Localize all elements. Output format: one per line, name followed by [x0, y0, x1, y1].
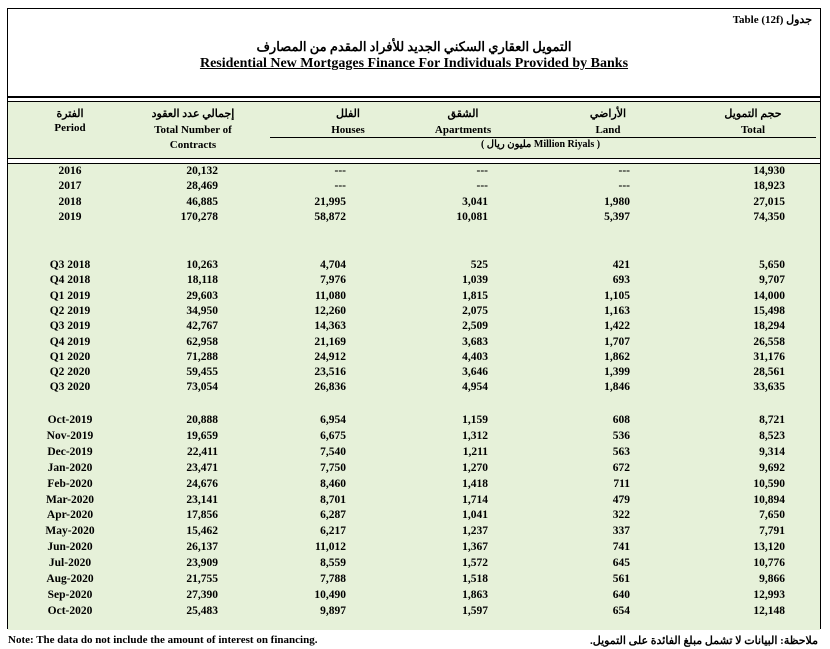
- table-row: [8, 446, 820, 461]
- note-arabic: ملاحظة: البيانات لا تشمل مبلغ الفائدة على التمويل.: [589, 635, 818, 647]
- cell-total-contracts: 28,469: [186, 180, 218, 193]
- cell-total-contracts: 46,885: [186, 195, 218, 208]
- cell-apartments: 3,646: [462, 366, 488, 379]
- cell-houses: 11,012: [315, 541, 346, 554]
- cell-apartments: 1,572: [462, 557, 488, 570]
- cell-houses: 26,836: [314, 381, 346, 394]
- cell-total-contracts: 59,455: [186, 366, 218, 379]
- cell-land: 693: [612, 274, 630, 287]
- cell-houses: ---: [334, 165, 346, 177]
- cell-period: Q3 2018: [49, 259, 91, 271]
- cell-total: 18,923: [753, 180, 785, 193]
- title-english: Residential New Mortgages Finance For Individuals Provided by Banks: [199, 56, 629, 71]
- cell-period: Q4 2019: [49, 335, 91, 348]
- header-apartments-ar: الشقق: [447, 108, 479, 120]
- title-arabic: التمويل العقاري السكني الجديد للأفراد المقدم من المصارف: [256, 39, 572, 54]
- cell-total-contracts: 62,958: [186, 335, 218, 348]
- cell-houses: 6,287: [320, 509, 346, 522]
- cell-period: Oct-2020: [47, 604, 93, 617]
- cell-land: 1,163: [604, 304, 630, 317]
- cell-houses: 8,460: [320, 477, 346, 490]
- header-total-ar: حجم التمويل: [724, 108, 782, 120]
- cell-period: Q2 2020: [49, 366, 91, 379]
- cell-apartments: 1,597: [462, 604, 488, 617]
- cell-apartments: 1,312: [462, 429, 488, 442]
- cell-total-contracts: 15,462: [186, 525, 218, 538]
- cell-land: 654: [612, 604, 630, 617]
- cell-apartments: 2,509: [462, 320, 488, 333]
- table-row: [8, 462, 820, 477]
- cell-total-contracts: 73,054: [186, 381, 218, 394]
- cell-period: Q2 2019: [49, 304, 91, 317]
- cell-houses: 21,995: [314, 195, 346, 208]
- cell-apartments: 1,159: [462, 414, 488, 426]
- table-row: [8, 381, 820, 396]
- table-row: [8, 320, 820, 335]
- cell-period: Jul-2020: [48, 557, 92, 570]
- table-row: [8, 430, 820, 445]
- cell-total-contracts: 29,603: [186, 289, 218, 302]
- cell-total-contracts: 170,278: [180, 210, 218, 223]
- header-apartments-en: Apartments: [434, 124, 492, 136]
- cell-apartments: 3,041: [462, 195, 488, 208]
- header-contracts-en-2: Contracts: [169, 139, 217, 151]
- cell-total-contracts: 34,950: [186, 304, 218, 317]
- cell-total-contracts: 26,137: [186, 541, 218, 554]
- header-contracts-ar: إجمالي عدد العقود: [151, 108, 235, 120]
- cell-apartments: 1,237: [462, 525, 488, 538]
- cell-total: 14,000: [753, 289, 785, 302]
- cell-period: Q1 2020: [49, 350, 91, 363]
- cell-apartments: 1,211: [462, 445, 488, 458]
- cell-total-contracts: 18,118: [187, 274, 218, 287]
- cell-total-contracts: 27,390: [186, 588, 218, 601]
- cell-land: 1,846: [604, 381, 630, 394]
- cell-total: 14,930: [753, 165, 785, 177]
- cell-total: 18,294: [753, 320, 785, 333]
- cell-apartments: 2,075: [462, 304, 488, 317]
- note-english: Note: The data do not include the amount of interest on financing.: [8, 634, 318, 646]
- cell-houses: 4,704: [320, 259, 346, 271]
- cell-land: 1,707: [604, 335, 630, 348]
- cell-total-contracts: 25,483: [186, 604, 218, 617]
- cell-total: 7,650: [759, 509, 785, 522]
- table-row: [8, 541, 820, 556]
- cell-period: Q1 2019: [49, 289, 91, 302]
- cell-land: 337: [612, 525, 630, 538]
- cell-period: Q3 2020: [49, 381, 91, 394]
- table-row: [8, 605, 820, 620]
- cell-houses: 8,559: [320, 557, 346, 570]
- cell-total: 33,635: [753, 381, 785, 394]
- cell-total-contracts: 23,471: [186, 461, 218, 474]
- cell-land: 608: [612, 414, 630, 426]
- cell-total: 26,558: [753, 335, 785, 348]
- cell-land: 5,397: [604, 210, 630, 223]
- cell-houses: 58,872: [314, 210, 346, 223]
- table-row: [8, 290, 820, 305]
- table-row: [8, 494, 820, 509]
- header-period-ar: الفترة: [56, 108, 84, 120]
- cell-apartments: 1,815: [462, 289, 488, 302]
- cell-houses: 6,217: [320, 525, 346, 538]
- cell-land: 645: [612, 557, 630, 570]
- cell-apartments: 4,954: [462, 381, 488, 394]
- table-row: [8, 478, 820, 493]
- cell-land: ---: [618, 180, 630, 193]
- header-land-ar: الأراضي: [589, 108, 627, 120]
- cell-land: 1,980: [604, 195, 630, 208]
- cell-houses: 7,540: [320, 445, 346, 458]
- cell-land: 1,862: [604, 350, 630, 363]
- table-row: [8, 180, 820, 195]
- cell-land: 741: [612, 541, 630, 554]
- table-row: [8, 573, 820, 588]
- cell-total: 9,707: [759, 274, 785, 287]
- table-row: [8, 351, 820, 366]
- cell-period: Feb-2020: [47, 477, 93, 490]
- cell-apartments: 1,367: [462, 541, 488, 554]
- cell-land: 711: [613, 477, 630, 490]
- table-row: [8, 259, 820, 274]
- cell-houses: 11,080: [315, 289, 346, 302]
- cell-total-contracts: 23,141: [186, 493, 218, 506]
- header-houses-ar: الفلل: [336, 108, 360, 120]
- cell-houses: 8,701: [320, 493, 346, 506]
- cell-apartments: ---: [476, 180, 488, 193]
- cell-land: 479: [612, 493, 630, 506]
- cell-total-contracts: 17,856: [186, 509, 218, 522]
- cell-total: 74,350: [753, 210, 785, 223]
- cell-total: 12,148: [753, 604, 785, 617]
- cell-total: 15,498: [753, 304, 785, 317]
- cell-total-contracts: 20,132: [186, 165, 218, 177]
- cell-period: 2018: [58, 195, 82, 208]
- cell-total: 12,993: [753, 588, 785, 601]
- cell-total-contracts: 10,263: [186, 259, 218, 271]
- table-row: [8, 211, 820, 226]
- header-land-en: Land: [595, 124, 621, 136]
- header-houses-en: Houses: [331, 124, 365, 136]
- cell-total: 10,894: [753, 493, 785, 506]
- cell-total: 9,692: [759, 461, 785, 474]
- cell-period: Oct-2019: [47, 414, 93, 426]
- cell-period: Nov-2019: [46, 429, 94, 442]
- cell-total-contracts: 23,909: [186, 557, 218, 570]
- cell-houses: 6,954: [320, 414, 346, 426]
- cell-houses: 7,788: [320, 573, 346, 585]
- cell-total: 10,590: [753, 477, 785, 490]
- cell-land: 563: [612, 445, 630, 458]
- cell-period: 2019: [58, 210, 82, 223]
- cell-apartments: 1,518: [462, 573, 488, 585]
- cell-land: 1,422: [604, 320, 630, 333]
- cell-land: ---: [618, 165, 630, 177]
- cell-period: Mar-2020: [45, 493, 95, 506]
- cell-apartments: 10,081: [456, 210, 488, 223]
- cell-apartments: 3,683: [462, 335, 488, 348]
- cell-period: Sep-2020: [47, 588, 93, 601]
- cell-land: 640: [612, 588, 630, 601]
- header-underline: [270, 137, 816, 138]
- cell-apartments: 1,863: [462, 588, 488, 601]
- cell-houses: 9,897: [320, 604, 346, 617]
- cell-apartments: 1,039: [462, 274, 488, 287]
- cell-apartments: 525: [470, 259, 488, 271]
- table-number: Table (12f) جدول: [732, 14, 812, 26]
- cell-total: 9,314: [759, 445, 785, 458]
- cell-period: Aug-2020: [46, 573, 94, 585]
- cell-total-contracts: 22,411: [187, 445, 218, 458]
- cell-total: 8,721: [759, 414, 785, 426]
- cell-apartments: 1,270: [462, 461, 488, 474]
- cell-period: 2016: [58, 165, 82, 177]
- cell-houses: 12,260: [314, 304, 346, 317]
- cell-houses: 14,363: [314, 320, 346, 333]
- cell-total: 8,523: [759, 429, 785, 442]
- table-row: [8, 336, 820, 351]
- cell-total: 10,776: [753, 557, 785, 570]
- header-contracts-en: Total Number of: [154, 124, 232, 136]
- table-row: [8, 589, 820, 604]
- cell-houses: 7,750: [320, 461, 346, 474]
- cell-period: May-2020: [45, 525, 95, 538]
- cell-land: 561: [612, 573, 630, 585]
- cell-period: Jan-2020: [47, 461, 93, 474]
- table-row: [8, 414, 820, 429]
- cell-apartments: 1,714: [462, 493, 488, 506]
- table-row: [8, 525, 820, 540]
- cell-land: 1,399: [604, 366, 630, 379]
- table-row: [8, 557, 820, 572]
- cell-total-contracts: 24,676: [186, 477, 218, 490]
- cell-apartments: 1,418: [462, 477, 488, 490]
- cell-houses: 21,169: [314, 335, 346, 348]
- cell-total-contracts: 21,755: [186, 573, 218, 585]
- cell-period: Q4 2018: [49, 274, 91, 287]
- table-row: [8, 196, 820, 211]
- cell-total: 9,866: [759, 573, 785, 585]
- cell-total: 27,015: [753, 195, 785, 208]
- cell-total-contracts: 71,288: [186, 350, 218, 363]
- cell-houses: 6,675: [320, 429, 346, 442]
- table-row: [8, 366, 820, 381]
- cell-total: 5,650: [759, 259, 785, 271]
- cell-houses: ---: [334, 180, 346, 193]
- cell-land: 1,105: [604, 289, 630, 302]
- cell-houses: 24,912: [314, 350, 346, 363]
- cell-total-contracts: 42,767: [186, 320, 218, 333]
- title-block: [8, 9, 820, 98]
- table-row: [8, 274, 820, 289]
- cell-period: Jun-2020: [47, 541, 93, 554]
- cell-period: 2017: [58, 180, 82, 193]
- cell-period: Apr-2020: [46, 509, 94, 522]
- cell-apartments: ---: [476, 165, 488, 177]
- unit-label: ( مليون ريال Million Riyals ): [480, 139, 601, 150]
- table-frame: [7, 8, 821, 629]
- cell-total-contracts: 19,659: [186, 429, 218, 442]
- table-row: [8, 305, 820, 320]
- cell-total: 31,176: [753, 350, 785, 363]
- cell-houses: 10,490: [314, 588, 346, 601]
- cell-houses: 7,976: [320, 274, 346, 287]
- table-row: [8, 165, 820, 180]
- cell-period: Q3 2019: [49, 320, 91, 333]
- cell-total: 13,120: [753, 541, 785, 554]
- cell-land: 672: [612, 461, 630, 474]
- cell-apartments: 4,403: [462, 350, 488, 363]
- cell-total: 28,561: [753, 366, 785, 379]
- cell-period: Dec-2019: [47, 445, 93, 458]
- cell-land: 536: [612, 429, 630, 442]
- cell-land: 421: [612, 259, 630, 271]
- cell-total: 7,791: [759, 525, 785, 538]
- header-total-en: Total: [740, 124, 766, 136]
- cell-total-contracts: 20,888: [186, 414, 218, 426]
- table-row: [8, 509, 820, 524]
- header-period-en: Period: [54, 122, 86, 134]
- cell-houses: 23,516: [314, 366, 346, 379]
- cell-land: 322: [612, 509, 630, 522]
- cell-apartments: 1,041: [462, 509, 488, 522]
